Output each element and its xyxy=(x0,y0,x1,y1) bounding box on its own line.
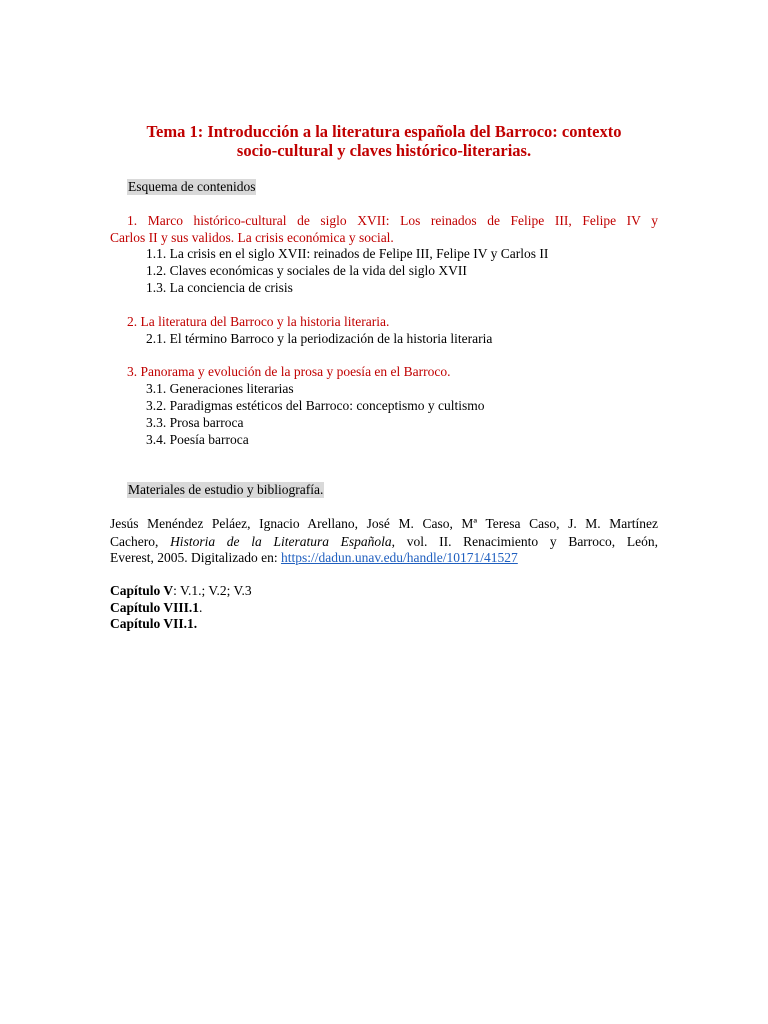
section-1-title-line-1: 1. Marco histórico-cultural de siglo XVII: Los reinados de Felipe III, Felipe IV y xyxy=(127,213,658,228)
subsection-1-3: 1.3. La conciencia de crisis xyxy=(146,280,293,295)
reference-line-3 xyxy=(110,550,518,566)
esquema-heading: Esquema de contenidos xyxy=(128,179,256,194)
reference-publisher: Everest, 2005. Digitalizado en: xyxy=(110,550,281,565)
reference-line-1: Jesús Menéndez Peláez, Ignacio Arellano, José M. Caso, Mª Teresa Caso, J. M. Martínez xyxy=(110,516,658,531)
title-line-2: socio-cultural y claves histórico-literarias. xyxy=(236,141,532,160)
chapter-sections: : V.1.; V.2; V.3 xyxy=(173,583,252,598)
reference-book-title: Historia de la Literatura Española xyxy=(170,534,392,549)
chapter-line xyxy=(110,600,202,616)
reference-authors-end: Cachero, xyxy=(110,534,171,549)
chapter-line xyxy=(110,616,197,632)
chapter-line xyxy=(110,583,252,599)
subsection-1-1: 1.1. La crisis en el siglo XVII: reinados de Felipe III, Felipe IV y Carlos II xyxy=(146,246,549,261)
chapter-label: Capítulo V xyxy=(110,583,174,598)
chapter-sections: . xyxy=(199,600,203,615)
section-3-title: 3. Panorama y evolución de la prosa y poesía en el Barroco. xyxy=(127,364,451,379)
page-title xyxy=(110,122,658,160)
subsection-3-4: 3.4. Poesía barroca xyxy=(146,432,249,447)
subsection-2-1: 2.1. El término Barroco y la periodización de la historia literaria xyxy=(146,331,493,346)
section-1-title-line-2: Carlos II y sus validos. La crisis económica y social. xyxy=(110,230,394,245)
reference-link[interactable]: https://dadun.unav.edu/handle/10171/41527 xyxy=(280,550,518,565)
reference-line-2 xyxy=(110,533,658,551)
chapter-label: Capítulo VII.1. xyxy=(110,616,198,631)
subsection-1-2: 1.2. Claves económicas y sociales de la vida del siglo XVII xyxy=(146,263,467,278)
subsection-3-3: 3.3. Prosa barroca xyxy=(146,415,244,430)
section-2-title: 2. La literatura del Barroco y la historia literaria. xyxy=(127,314,390,329)
subsection-3-2: 3.2. Paradigmas estéticos del Barroco: conceptismo y cultismo xyxy=(146,398,485,413)
subsection-3-1: 3.1. Generaciones literarias xyxy=(146,381,294,396)
title-line-1: Tema 1: Introducción a la literatura española del Barroco: contexto xyxy=(146,122,622,141)
chapter-label: Capítulo VIII.1 xyxy=(110,600,200,615)
reference-edition: , vol. II. Renacimiento y Barroco, León, xyxy=(391,534,658,549)
materiales-heading: Materiales de estudio y bibliografía. xyxy=(128,482,324,497)
